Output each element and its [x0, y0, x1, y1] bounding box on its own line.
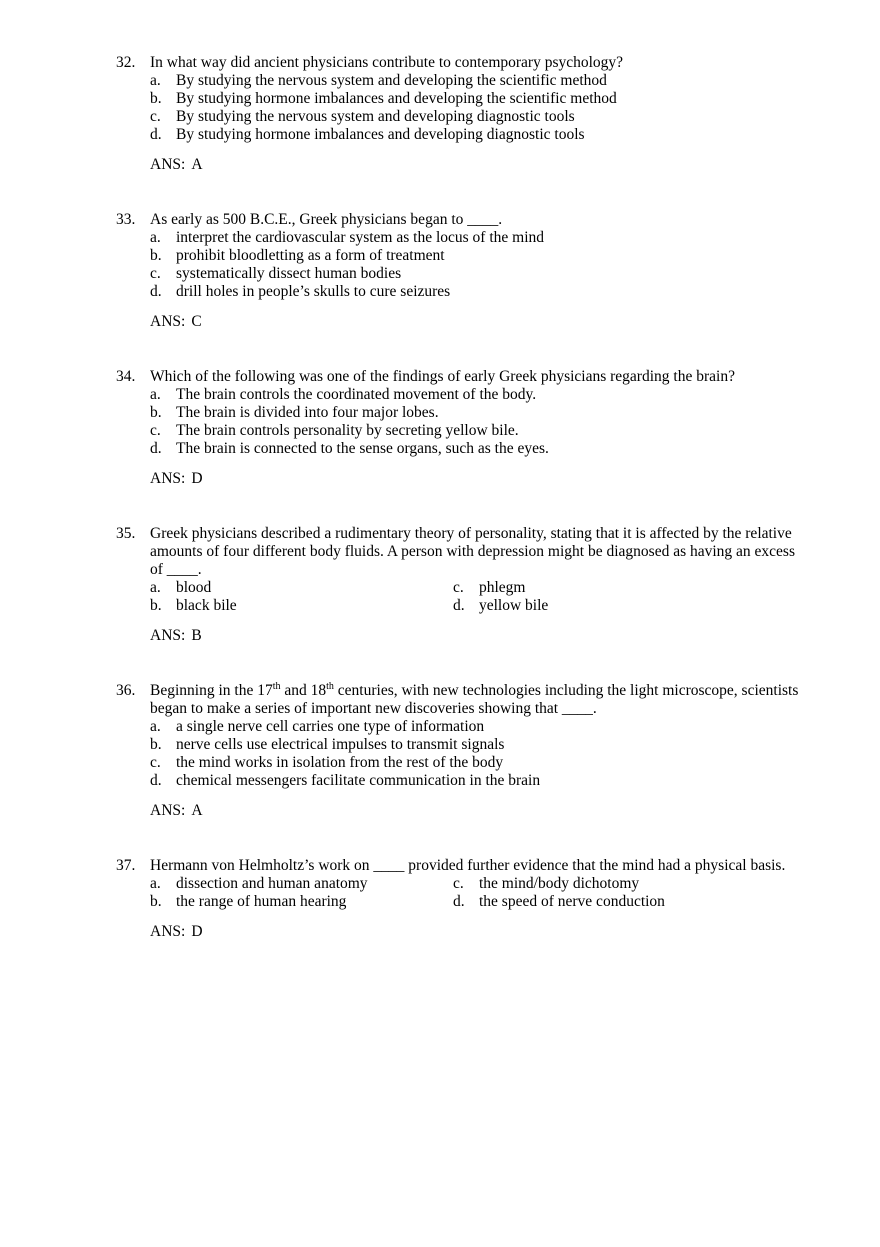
answer-label: ANS: [150, 313, 186, 330]
option-text: The brain controls the coordinated movement of the body. [176, 386, 537, 403]
answer-line [150, 470, 816, 488]
stem-part: centuries, with new technologies including the light microscope, scientists began to make a series of important new discoveries showing that ____. [150, 682, 799, 717]
answer-label: ANS: [150, 156, 186, 173]
answer-line [150, 156, 816, 174]
option-text: By studying the nervous system and developing the scientific method [176, 72, 607, 89]
option-letter: c. [150, 265, 161, 282]
question-number: 34. [116, 368, 136, 385]
question-number: 37. [116, 857, 136, 874]
option-d [150, 283, 816, 301]
option-letter: a. [150, 72, 161, 89]
option-d [150, 440, 816, 458]
answer-value: D [191, 470, 203, 487]
option-letter: d. [150, 126, 162, 143]
option-text: a single nerve cell carries one type of information [176, 718, 485, 735]
answer-label: ANS: [150, 627, 186, 644]
question-35 [116, 525, 816, 645]
option-text: the mind works in isolation from the rest of the body [176, 754, 504, 771]
option-letter: a. [150, 875, 161, 892]
option-b [150, 736, 816, 754]
option-text: prohibit bloodletting as a form of treatment [176, 247, 445, 264]
answer-value: A [191, 156, 203, 173]
option-c [150, 108, 816, 126]
option-letter: a. [150, 579, 161, 596]
option-text: drill holes in people’s skulls to cure seizures [176, 283, 451, 300]
option-letter: a. [150, 718, 161, 735]
question-stem: Greek physicians described a rudimentary theory of personality, stating that it is affected by the relative amounts of four different body fluids. A person with depression might be diagnosed as having an excess of ____. [150, 525, 795, 578]
answer-line [150, 923, 816, 941]
answer-label: ANS: [150, 470, 186, 487]
answer-label: ANS: [150, 802, 186, 819]
option-letter: c. [150, 108, 161, 125]
question-stem: In what way did ancient physicians contribute to contemporary psychology? [150, 54, 624, 71]
option-text: The brain is connected to the sense organs, such as the eyes. [176, 440, 549, 457]
option-letter: d. [453, 597, 465, 614]
option-letter: a. [150, 229, 161, 246]
option-letter: d. [150, 772, 162, 789]
option-letter: a. [150, 386, 161, 403]
option-text: phlegm [479, 579, 526, 596]
option-letter: b. [150, 247, 162, 264]
option-text: interpret the cardiovascular system as the locus of the mind [176, 229, 545, 246]
option-letter: d. [150, 440, 162, 457]
question-stem: Hermann von Helmholtz’s work on ____ provided further evidence that the mind had a physical basis. [150, 857, 786, 874]
option-b [150, 90, 816, 108]
option-text: chemical messengers facilitate communication in the brain [176, 772, 541, 789]
superscript: th [272, 680, 281, 692]
question-36 [116, 682, 816, 820]
option-text: yellow bile [479, 597, 549, 614]
question-32 [116, 54, 816, 174]
option-b [150, 404, 816, 422]
option-letter: c. [150, 422, 161, 439]
question-33 [116, 211, 816, 331]
option-letter: d. [150, 283, 162, 300]
question-number: 36. [116, 682, 136, 699]
option-letter: b. [150, 90, 162, 107]
option-row [150, 875, 816, 893]
superscript: th [326, 680, 334, 692]
option-text: The brain is divided into four major lobes. [176, 404, 439, 421]
answer-value: B [191, 627, 202, 644]
answer-line [150, 802, 816, 820]
option-text: the mind/body dichotomy [479, 875, 640, 892]
question-number: 32. [116, 54, 136, 71]
question-stem: As early as 500 B.C.E., Greek physicians began to ____. [150, 211, 503, 228]
option-d [150, 772, 816, 790]
answer-line [150, 313, 816, 331]
option-b [150, 247, 816, 265]
option-a [150, 386, 816, 404]
option-letter: c. [453, 579, 464, 596]
question-number: 35. [116, 525, 136, 542]
option-c [150, 265, 816, 283]
option-letter: b. [150, 893, 162, 910]
answer-value: C [191, 313, 202, 330]
question-number: 33. [116, 211, 136, 228]
option-letter: b. [150, 736, 162, 753]
option-text: The brain controls personality by secreting yellow bile. [176, 422, 519, 439]
option-text: systematically dissect human bodies [176, 265, 402, 282]
option-text: dissection and human anatomy [176, 875, 368, 892]
option-letter: b. [150, 597, 162, 614]
answer-value: A [191, 802, 203, 819]
question-stem: Which of the following was one of the findings of early Greek physicians regarding the brain? [150, 368, 735, 385]
question-34 [116, 368, 816, 488]
stem-part: Beginning in the 17 [150, 682, 273, 699]
option-text: By studying the nervous system and developing diagnostic tools [176, 108, 575, 125]
option-text: nerve cells use electrical impulses to transmit signals [176, 736, 505, 753]
option-a [150, 718, 816, 736]
option-c [150, 422, 816, 440]
option-text: black bile [176, 597, 237, 614]
answer-line [150, 627, 816, 645]
option-c [150, 754, 816, 772]
option-a [150, 72, 816, 90]
answer-label: ANS: [150, 923, 186, 940]
option-text: the speed of nerve conduction [479, 893, 665, 910]
option-letter: d. [453, 893, 465, 910]
question-stem [150, 682, 810, 718]
option-row [150, 893, 816, 911]
option-row [150, 597, 816, 615]
option-letter: c. [453, 875, 464, 892]
option-row [150, 579, 816, 597]
option-text: By studying hormone imbalances and developing diagnostic tools [176, 126, 585, 143]
question-37 [116, 857, 816, 941]
stem-part: and 18 [280, 682, 327, 699]
option-a [150, 229, 816, 247]
option-letter: c. [150, 754, 161, 771]
option-letter: b. [150, 404, 162, 421]
answer-value: D [191, 923, 203, 940]
option-text: blood [176, 579, 212, 596]
option-text: the range of human hearing [176, 893, 347, 910]
option-d [150, 126, 816, 144]
option-text: By studying hormone imbalances and developing the scientific method [176, 90, 617, 107]
